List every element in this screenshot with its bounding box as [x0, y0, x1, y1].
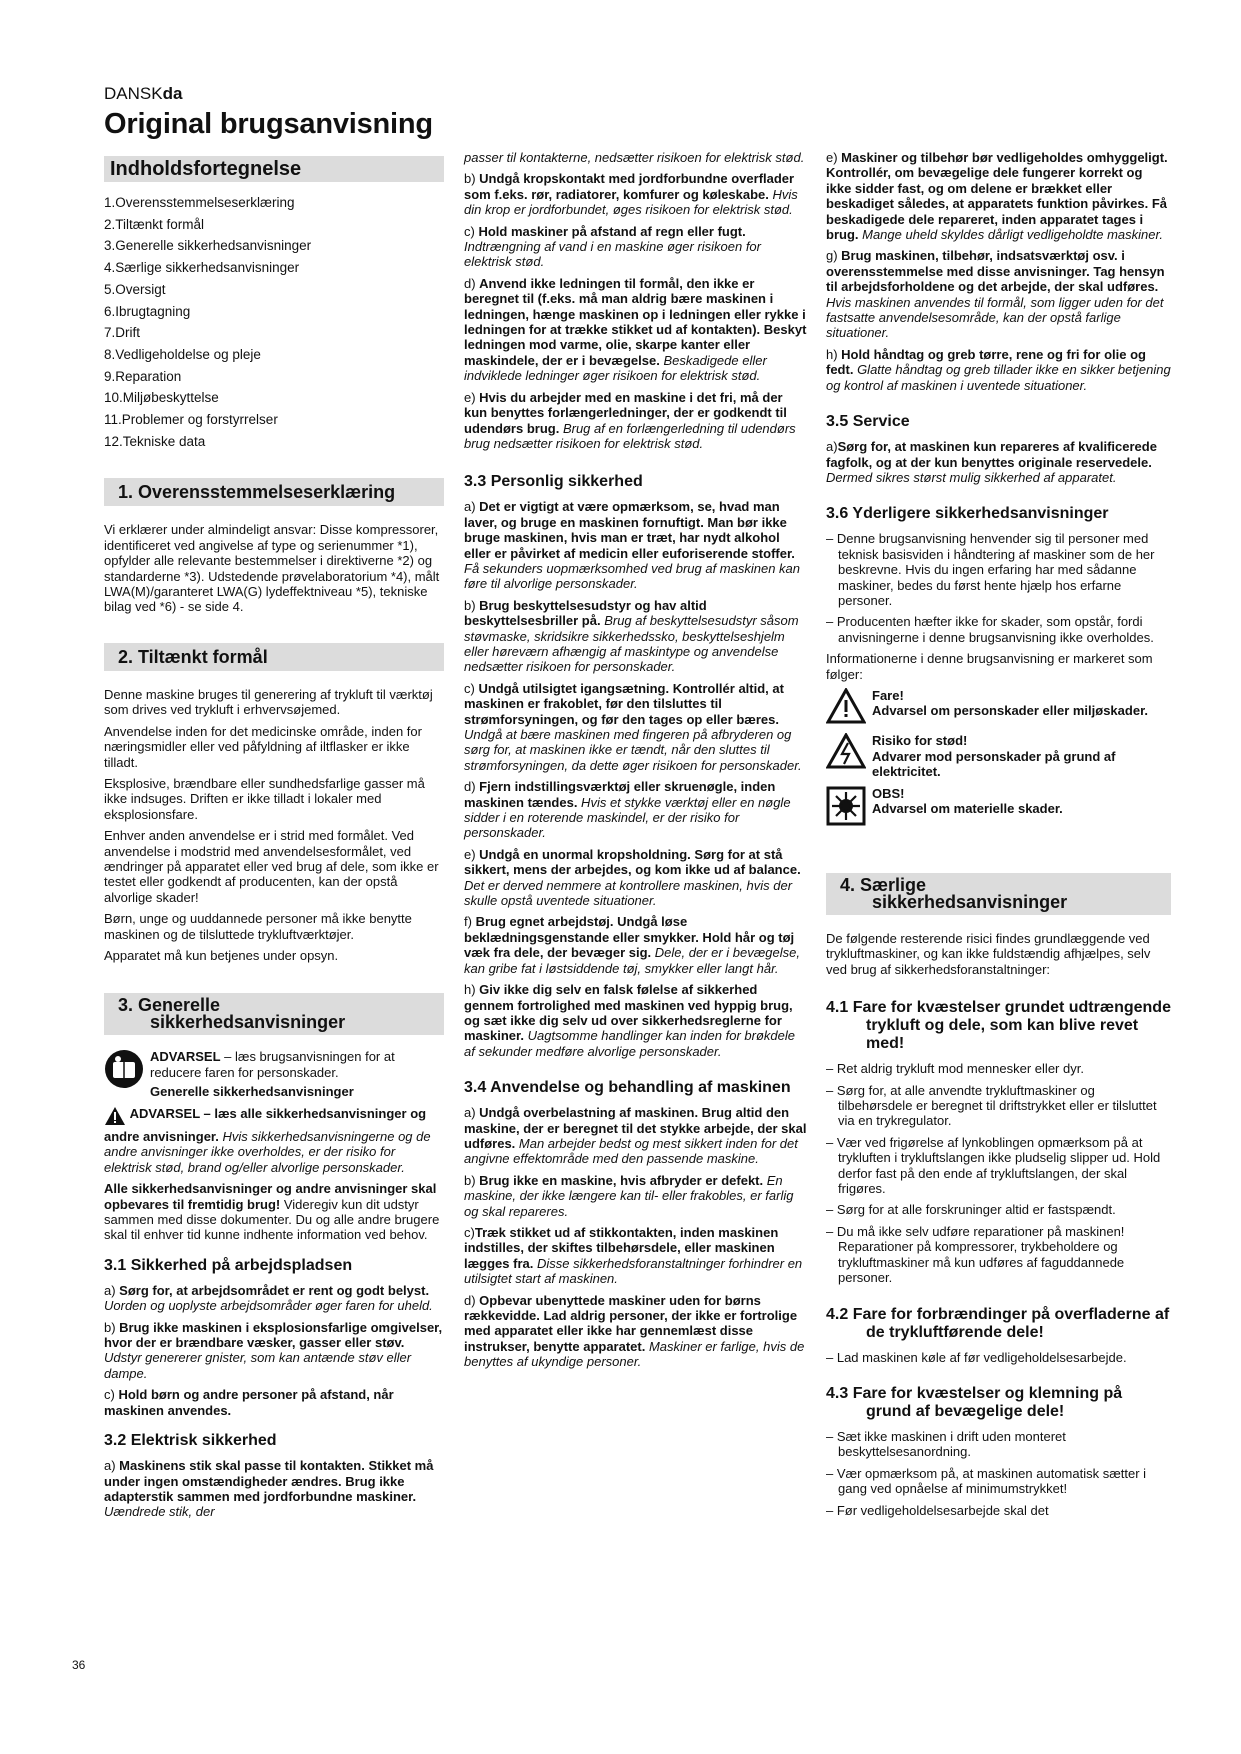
page-number: 36 — [72, 1658, 86, 1672]
section-3-3-heading: 3.3 Personlig sikkerhed — [464, 473, 643, 491]
section-4-text: De følgende resterende risici findes grundlæggende ved trykluftmaskiner, og kan ikke fuldstændig afhjælpes, selv ved brug af sikkerhedsforanstaltninger: — [826, 931, 1151, 977]
paragraph: c) Hold børn og andre personer på afstand, når maskinen anvendes. — [104, 1387, 394, 1418]
paragraph: passer til kontakterne, nedsætter risikoen for elektrisk stød. — [464, 150, 805, 165]
toc-list — [104, 192, 444, 452]
section-3-6-heading: 3.6 Yderligere sikkerhedsanvisninger — [826, 505, 1109, 523]
list-item: – Lad maskinen køle af før vedligeholdelsesarbejde. — [826, 1349, 1127, 1365]
section-2-paragraph: Enhver anden anvendelse er i strid med formålet. Ved anvendelse i modstrid med anvendelsesformålet, ved ændringer på apparatet eller ved brug af dele, som ikke er testet eller godkendt af producenten, kan der opstå alvorlige skader! — [104, 828, 439, 905]
section-2-paragraph: Apparatet må kun betjenes under opsyn. — [104, 947, 339, 963]
paragraph: b) Brug ikke en maskine, hvis afbryder er defekt. En maskine, der ikke længere kan til- eller frakobles, er farlig og skal repareres. — [464, 1172, 794, 1219]
read-manual-icon — [104, 1049, 150, 1092]
list-item: – Vær opmærksom på, at maskinen automatisk sætter i gang ved opnåelse af minimumstrykket! — [826, 1465, 1147, 1497]
section-3-1-heading: 3.1 Sikkerhed på arbejdspladsen — [104, 1256, 353, 1274]
paragraph: a) Maskinens stik skal passe til kontakten. Stikket må under ingen omstændigheder ændres. Brug ikke adapterstik sammen med jordforbundne maskiner. Uændrede stik, der — [104, 1458, 434, 1520]
symbol-danger: Fare! Advarsel om personskader eller miljøskader. — [826, 688, 1171, 727]
symbol-electric: Risiko for stød! Advarer mod personskader på grund af elektricitet. — [826, 733, 1171, 779]
section-4-1-heading: 4.1 Fare for kvæstelser grundet udtrængende trykluft og dele, som kan blive revet med! — [826, 999, 1171, 1053]
paragraph: b) Undgå kropskontakt med jordforbundne overflader som f.eks. rør, radiatorer, komfurer og køleskabe. Hvis din krop er jordforbundet, øges risikoen for elektrisk stød. — [464, 171, 798, 218]
toc-item: 7.Drift — [104, 325, 141, 341]
keep-instructions: Alle sikkerhedsanvisninger og andre anvisninger skal opbevares til fremtidig brug! Videregiv kun dit udstyr sammen med disse dokumenter. Du og alle andre brugere skal til enhver tid kunne indhente information ved behov. — [104, 1181, 440, 1243]
symbol-caution: OBS! Advarsel om materielle skader. — [826, 786, 1171, 829]
paragraph: c)Træk stikket ud af stikkontakten, inden maskinen indstilles, der skiftes tilbehørsdele, eller maskinen lægges fra. Disse sikkerhedsforanstaltninger forhindrer en utilsigtet start af maskinen. — [464, 1224, 803, 1287]
toc-heading: Indholdsfortegnelse — [104, 156, 444, 182]
list-item: – Vær ved frigørelse af lynkoblingen opmærksom på at trykluften i trykluftslangen ikke pludselig slipper ud. Hold derfor fast på den ende af trykluftslangen, der skal frigøres. — [826, 1134, 1161, 1197]
material-damage-icon — [826, 786, 872, 829]
paragraph: d) Anvend ikke ledningen til formål, den ikke er beregnet til (f.eks. må man aldrig bære maskinen i ledningen, hænge maskinen op i ledningen eller rykke i ledningen for at trække stikket ud af kontakten). Beskyt ledningen mod varme, olie, skarpe kanter eller maskindele, der er i bevægelse. Beskadigede eller indviklede ledninger øger risikoen for elektrisk stød. — [464, 275, 807, 384]
paragraph: a) Sørg for, at arbejdsområdet er rent og godt belyst. Uorden og uoplyste arbejdsområder øger faren for uheld. — [104, 1282, 433, 1314]
paragraph: b) Brug beskyttelsesudstyr og hav altid beskyttelsesbriller på. Brug af beskyttelsesudstyr såsom støvmaske, skridsikre sikkerhedssko, beskyttelseshjelm eller høreværn afhængig af maskintype og anvendelse nedsætter risikoen for personskader. — [464, 597, 799, 675]
document-title: Original brugsanvisning — [104, 108, 433, 140]
paragraph: d) Opbevar ubenyttede maskiner uden for børns rækkevidde. Lad aldrig personer, der ikke er fortrolige med apparatet eller ikke har gennemlæst disse instrukser, benytte apparatet. Maskiner er farlige, hvis de benyttes af ukyndige personer. — [464, 1292, 805, 1370]
list-item: – Producenten hæfter ikke for skader, som opstår, fordi anvisningerne i denne brugsanvisning ikke overholdes. — [826, 614, 1154, 645]
toc-item: 8.Vedligeholdelse og pleje — [104, 346, 261, 362]
toc-item: 12.Tekniske data — [104, 433, 206, 449]
paragraph: e) Undgå en unormal kropsholdning. Sørg for at stå sikkert, mens der arbejdes, og kom ikke ud af balance. Det er derved nemmere at kontrollere maskinen, hvis der skulle opstå uventede situationer. — [464, 846, 801, 909]
section-2-paragraph: Børn, unge og uuddannede personer må ikke benytte maskinen og de tilsluttede trykluftværktøjer. — [104, 911, 412, 942]
paragraph: a)Sørg for, at maskinen kun repareres af kvalificerede fagfolk, og at der kun benyttes originale reservedele. Dermed sikres størst mulig sikkerhed af apparatet. — [826, 439, 1157, 485]
paragraph: e) Maskiner og tilbehør bør vedligeholdes omhyggeligt. Kontrollér, om bevægelige dele fungerer korrekt og ikke sidder fast, og om delene er brækket eller beskadiget således, at apparatets funktion påvirkes. Få beskadigede dele repareret, inden apparatet tages i brug. Mange uheld skyldes dårligt vedligeholdte maskiner. — [826, 150, 1168, 243]
list-item: – Du må ikke selv udføre reparationer på maskinen! Reparationer på kompressorer, trykbeholdere og trykluftmaskiner må kun udføres af faguddannede personer. — [826, 1223, 1125, 1286]
paragraph: a) Det er vigtigt at være opmærksom, se, hvad man laver, og bruge en maskinen fornuftigt. Man bør ikke bruge maskinen, hvis man er træt, har nydt alkohol eller er påvirket af medicin eller euforiserende stoffer. Få sekunders uopmærksomhed ved brug af maskinen kan føre til alvorlige personskader. — [464, 499, 801, 592]
electric-shock-icon — [826, 733, 872, 772]
section-3-5-heading: 3.5 Service — [826, 413, 910, 431]
warning-triangle-icon — [104, 1106, 126, 1129]
list-item: – Sørg for, at alle anvendte trykluftmaskiner og tilbehørsdele er beregnet til driftstrykket eller er tilsluttet via en trykregulator. — [826, 1082, 1157, 1129]
section-2-paragraph: Anvendelse inden for det medicinske område, inden for næringsmidler eller ved påfyldning af iltflasker er ikke tilladt. — [104, 723, 422, 770]
section-4-heading: 4. Særlige sikkerhedsanvisninger — [826, 873, 1171, 915]
section-3-2-heading: 3.2 Elektrisk sikkerhed — [104, 1432, 277, 1450]
list-item: – Denne brugsanvisning henvender sig til personer med teknisk basisviden i håndtering af maskiner som de her beskrevne. Hvis du ingen erfaring har med sådanne maskiner, bedes du først hente hjælp hos erfarne personer. — [826, 531, 1155, 608]
column-3 — [826, 150, 1171, 1524]
paragraph: h) Giv ikke dig selv en falsk følelse af sikkerhed gennem fortrolighed med maskinen ved hyppig brug, og sæt ikke dig selv ud over sikkerhedsreglerne for maskiner. Uagtsomme handlinger kan inden for brøkdele af sekunder medføre alvorlige personskader. — [464, 982, 795, 1059]
general-warning: ADVARSEL – læs alle sikkerhedsanvisninger og andre anvisninger. Hvis sikkerhedsanvisningerne og de andre anvisninger ikke overholdes, er der risiko for elektrisk stød, brand og/eller alvorlige personskader. — [104, 1105, 431, 1175]
read-manual-warning: ADVARSEL – læs brugsanvisningen for at reducere faren for personskader. Generelle sikkerhedsanvisninger — [104, 1049, 444, 1099]
toc-item: 1.Overensstemmelseserklæring — [104, 195, 295, 210]
column-1 — [104, 156, 444, 1526]
language-label: DANSKda — [104, 84, 183, 103]
danger-triangle-icon — [826, 688, 872, 727]
toc-item: 3.Generelle sikkerhedsanvisninger — [104, 238, 312, 254]
list-item: – Før vedligeholdelsesarbejde skal det — [826, 1502, 1049, 1518]
toc-item: 9.Reparation — [104, 368, 182, 384]
paragraph: Informationerne i denne brugsanvisning er markeret som følger: — [826, 651, 1153, 682]
toc-item: 11.Problemer og forstyrrelser — [104, 412, 278, 428]
paragraph: c) Undgå utilsigtet igangsætning. Kontrollér altid, at maskinen er frakoblet, før den tilsluttes til strømforsyningen, og før den tages op eller bæres. Undgå at bære maskinen med fingeren på afbryderen og sørg for, at maskinen ikke er tændt, når den sluttes til strømforsyningen, da dette øger risikoen for personskader. — [464, 680, 802, 773]
section-4-3-heading: 4.3 Fare for kvæstelser og klemning på grund af bevægelige dele! — [826, 1384, 1123, 1420]
paragraph: g) Brug maskinen, tilbehør, indsatsværktøj osv. i overensstemmelse med disse anvisninger. Tag hensyn til arbejdsforholdene og det arbejde, der skal udføres. Hvis maskinen anvendes til formål, som ligger uden for det fastsatte anvendelsesområde, kan der opstå farlige situationer. — [826, 248, 1165, 341]
section-2-paragraph: Denne maskine bruges til generering af trykluft til værktøj som drives ved trykluft i erhvervsøjemed. — [104, 686, 433, 718]
paragraph: e) Hvis du arbejder med en maskine i det fri, må der kun benyttes forlængerledninger, der er godkendt til udendørs brug. Brug af en forlængerledning til udendørs brug nedsætter risikoen for elektrisk stød. — [464, 389, 796, 451]
list-item: – Sørg for at alle forskruninger altid er fastspændt. — [826, 1202, 1116, 1218]
section-1-text: Vi erklærer under almindeligt ansvar: Disse kompressorer, identificeret ved angivelse af type og serienummer *1), opfylder alle relevante bestemmelser i direktiverne *2) og standarderne *3). Udstedende prøvelaboratorium *4), målt LWA(M)/garanteret LWA(G) lydeffektniveau *5), tekniske bilag ved *6) - se side 4. — [104, 522, 440, 615]
section-3-4-heading: 3.4 Anvendelse og behandling af maskinen — [464, 1079, 791, 1097]
paragraph: a) Undgå overbelastning af maskinen. Brug altid den maskine, der er beregnet til det stykke arbejde, der skal udføres. Man arbejder bedst og mest sikkert inden for det angivne effektområde med den passende maskine. — [464, 1105, 807, 1167]
paragraph: b) Brug ikke maskinen i eksplosionsfarlige omgivelser, hvor der er brændbare væsker, gasser eller støv. Udstyr genererer gnister, som kan antænde støv eller dampe. — [104, 1319, 443, 1381]
list-item: – Ret aldrig trykluft mod mennesker eller dyr. — [826, 1061, 1084, 1077]
paragraph: c) Hold maskiner på afstand af regn eller fugt. Indtrængning af vand i en maskine øger risikoen for elektrisk stød. — [464, 223, 761, 270]
section-2-heading: 2. Tiltænkt formål — [104, 643, 444, 671]
section-2-paragraph: Eksplosive, brændbare eller sundhedsfarlige gasser må ikke indsuges. Driften er ikke tilladt i lokaler med eksplosionsfare. — [104, 775, 425, 822]
toc-item: 4.Særlige sikkerhedsanvisninger — [104, 260, 300, 276]
toc-item: 5.Oversigt — [104, 281, 166, 297]
section-1-heading: 1. Overensstemmelseserklæring — [104, 478, 444, 506]
paragraph: h) Hold håndtag og greb tørre, rene og fri for olie og fedt. Glatte håndtag og greb tillader ikke en sikker betjening og kontrol af maskinen i uventede situationer. — [826, 346, 1171, 393]
toc-item: 10.Miljøbeskyttelse — [104, 390, 219, 406]
toc-item: 6.Ibrugtagning — [104, 303, 191, 319]
paragraph: d) Fjern indstillingsværktøj eller skruenøgle, inden maskinen tændes. Hvis et stykke værktøj eller en nøgle sidder i en roterende maskindel, er der risiko for personskader. — [464, 779, 791, 841]
column-2 — [464, 150, 809, 1376]
paragraph: f) Brug egnet arbejdstøj. Undgå løse beklædningsgenstande eller smykker. Hold hår og tøj væk fra dele, der bevæger sig. Dele, der er i bevægelse, kan gribe fat i løstsiddende tøj, smykker eller langt hår. — [464, 914, 800, 976]
section-3-heading: 3. Generelle sikkerhedsanvisninger — [104, 993, 444, 1035]
section-4-2-heading: 4.2 Fare for forbrændinger på overfladerne af de trykluftførende dele! — [826, 1305, 1170, 1341]
list-item: – Sæt ikke maskinen i drift uden monteret beskyttelsesanordning. — [826, 1428, 1066, 1460]
toc-item: 2.Tiltænkt formål — [104, 216, 205, 232]
